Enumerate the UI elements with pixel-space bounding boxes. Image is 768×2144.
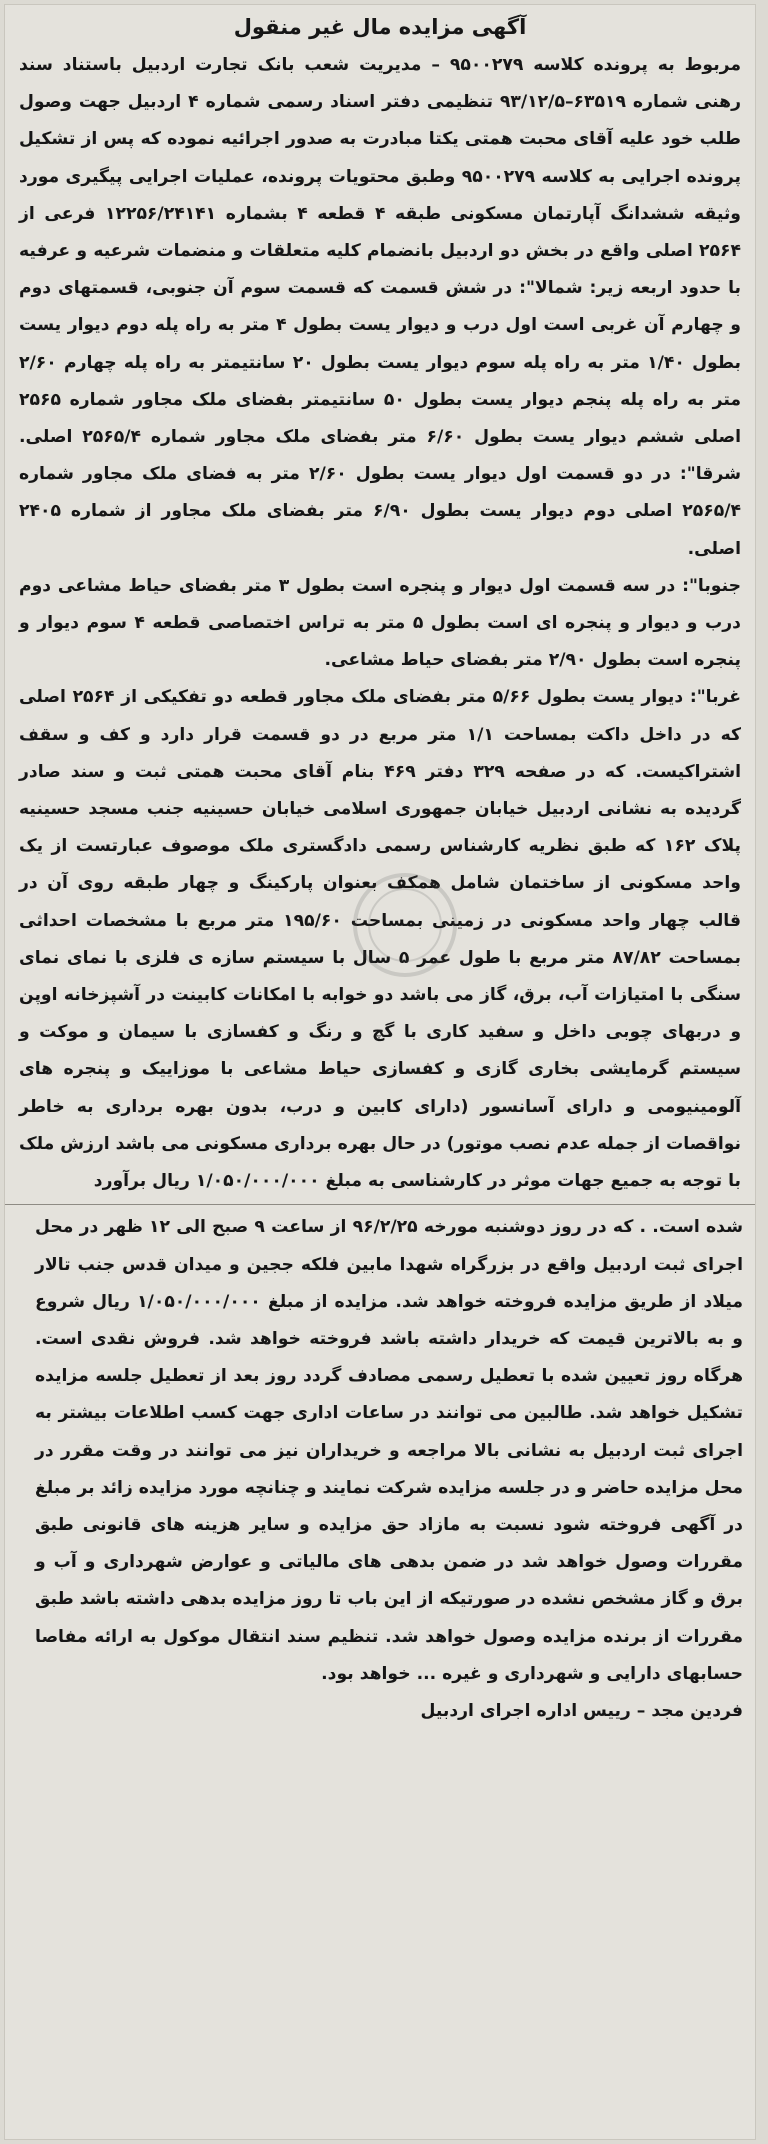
- notice-paragraph-auction-terms: شده است. . که در روز دوشنبه مورخه ۹۶/۲/۲۵ از ساعت ۹ صبح الی ۱۲ ظهر در محل اجرای ثبت اردبیل واقع در بزرگراه شهدا مابین فلکه ججین و میدان قدس جنب تالار میلاد از طریق مزایده فروخته خواهد شد. مزایده از مبلغ ۱/۰۵۰/۰۰۰/۰۰۰ ریال شروع و به بالاترین قیمت که خریدار داشته باشد فروخته خواهد شد. فروش نقدی است. هرگاه روز تعیین شده با تعطیل رسمی مصادف گردد روز بعد از تعطیل جلسه مزایده تشکیل خواهد شد. طالبین می توانند در ساعات اداری جهت کسب اطلاعات بیشتر به اجرای ثبت اردبیل به نشانی بالا مراجعه و خریداران نیز می توانند در وقت مقرر در محل مزایده حاضر و در جلسه مزایده شرکت نمایند و چنانچه مورد مزایده زائد بر مبلغ در آگهی فروخته شود نسبت به مازاد حق مزایده و سایر هزینه های قانونی طبق مقررات وصول خواهد شد در ضمن بدهی های مالیاتی و عوارض شهرداری و آب و برق و گاز مشخص نشده در صورتیکه از این باب تا روز مزایده بدهی داشته باشد طبق مقررات از برنده مزایده وصول خواهد شد. تنظیم سند انتقال موکول به ارائه مفاصا حسابهای دارایی و شهرداری و غیره ... خواهد بود.: [35, 1217, 744, 1684]
- notice-paragraph-property-description: مربوط به پرونده کلاسه ۹۵۰۰۲۷۹ – مدیریت شعب بانک تجارت اردبیل باستناد سند رهنی شماره ۶۳۵۱۹–۹۳/۱۲/۵ تنظیمی دفتر اسناد رسمی شماره ۴ اردبیل جهت وصول طلب خود علیه آقای محبت همتی یکتا مبادرت به صدور اجرائیه نموده که پس از تشکیل پرونده اجرایی به کلاسه ۹۵۰۰۲۷۹ وطبق محتویات پرونده، عملیات اجرایی پیگیری مورد وثیقه ششدانگ آپارتمان مسکونی طبقه ۴ قطعه ۴ بشماره ۱۲۲۵۶/۲۴۱۴۱ فرعی از ۲۵۶۴ اصلی واقع در بخش دو اردبیل بانضمام کلیه متعلقات و منضمات شرعیه و عرفیه با حدود اربعه زیر: شمالا": در شش قسمت که قسمت سوم آن جنوبی، قسمتهای دوم و چهارم آن غربی است اول درب و دیوار یست بطول ۴ متر به راه پله دوم دیوار یست بطول ۱/۴۰ متر به راه پله سوم دیوار یست بطول ۲۰ سانتیمتر به راه پله چهارم ۲/۶۰ متر به راه پله پنجم دیوار یست بطول ۵۰ سانتیمتر بفضای ملک مجاور شماره ۲۵۶۵ اصلی ششم دیوار یست بطول ۶/۶۰ متر بفضای ملک مجاور شماره ۲۵۶۵/۴ اصلی. شرقا": در دو قسمت اول دیوار یست بطول ۲/۶۰ متر به فضای ملک مجاور شماره ۲۵۶۵/۴ اصلی دوم دیوار یست بطول ۶/۹۰ متر بفضای ملک مجاور از شماره ۲۴۰۵ اصلی.: [19, 55, 742, 559]
- notice-signature: فردین مجد – رییس اداره اجرای اردبیل: [420, 1700, 743, 1721]
- newspaper-clipping: [4, 4, 756, 2140]
- notice-body-part2: [5, 1209, 755, 1693]
- notice-body-part1: [5, 47, 755, 1200]
- notice-paragraph-west-boundary-appraisal: غربا": دیوار یست بطول ۵/۶۶ متر بفضای ملک مجاور قطعه دو تفکیکی از ۲۵۶۴ اصلی که در داخل داکت بمساحت ۱/۱ متر مربع در دو قسمت قرار دارد و کف و سقف اشتراکیست. که در صفحه ۳۲۹ دفتر ۴۶۹ بنام آقای محبت همتی ثبت و سند صادر گردیده به نشانی اردبیل خیابان جمهوری اسلامی خیابان حسینیه جنب مسجد حسینیه پلاک ۱۶۲ که طبق نظریه کارشناس رسمی دادگستری ملک موصوف عبارتست از یک واحد مسکونی از ساختمان شامل همکف بعنوان پارکینگ و چهار طبقه روی آن در قالب چهار واحد مسکونی در زمینی بمساحت ۱۹۵/۶۰ متر مربع با مشخصات احداثی بمساحت ۸۷/۸۲ متر مربع با طول عمر ۵ سال با سیستم سازه ی فلزی با نمای نمای سنگی با امتیازات آب، برق، گاز می باشد دو خوابه با امکانات کابینت در آشپزخانه اوپن و دربهای چوبی داخل و سفید کاری با گچ و رنگ و کفسازی با سیمان و موکت و سیستم گرمایشی بخاری گازی و کفسازی حیاط مشاعی با موزاییک و پنجره های آلومینیومی و دارای آسانسور (دارای کابین و درب، بدون بهره برداری به خاطر نواقصات از جمله عدم نصب موتور) در حال بهره برداری مسکونی می باشد ارزش ملک با توجه به جمیع جهات موثر در کارشناسی به مبلغ ۱/۰۵۰/۰۰۰/۰۰۰ ریال برآورد: [19, 687, 742, 1192]
- column-divider: [5, 1204, 755, 1205]
- notice-paragraph-south-boundary: جنوبا": در سه قسمت اول دیوار و پنجره است بطول ۳ متر بفضای حیاط مشاعی دوم درب و دیوار و پنجره ای است بطول ۵ متر به تراس اختصاصی قطعه ۴ سوم دیوار و پنجره است بطول ۲/۹۰ متر بفضای حیاط مشاعی.: [19, 575, 741, 671]
- notice-title: آگهی مزایده مال غیر منقول: [233, 15, 527, 39]
